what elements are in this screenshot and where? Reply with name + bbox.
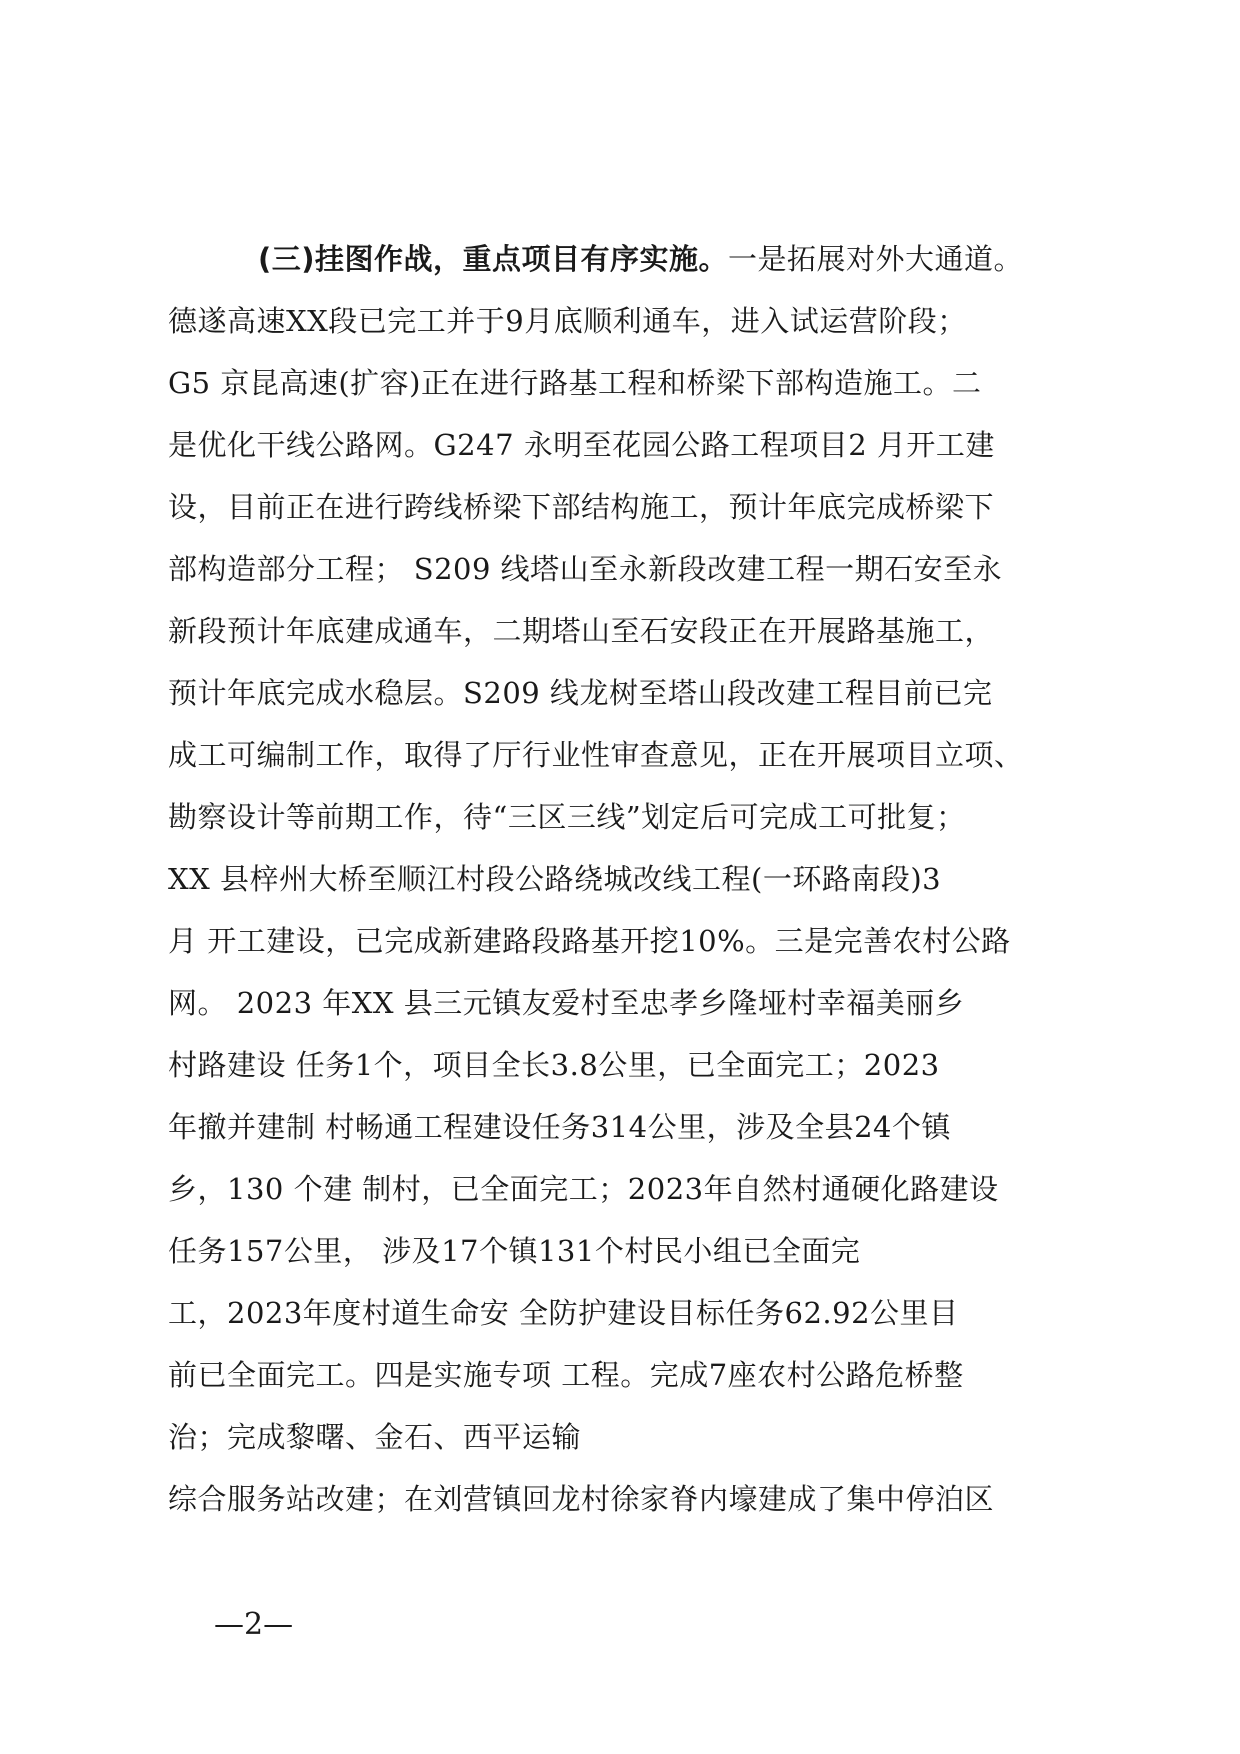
text-line: 年撤并建制 村畅通工程建设任务314公里，涉及全县24个镇 bbox=[168, 1110, 951, 1144]
text-line: 是优化干线公路网。G247 永明至花园公路工程项目2 月开工建 bbox=[168, 428, 995, 462]
text-line: G5 京昆高速(扩容)正在进行路基工程和桥梁下部构造施工。二 bbox=[168, 366, 982, 400]
section-heading: (三)挂图作战，重点项目有序实施。 bbox=[258, 242, 729, 276]
text-line: 网。 2023 年XX 县三元镇友爱村至忠孝乡隆垭村幸福美丽乡 bbox=[168, 986, 965, 1020]
text-line: 综合服务站改建；在刘营镇回龙村徐家脊内壕建成了集中停泊区 bbox=[168, 1482, 995, 1516]
paragraph-first-line bbox=[168, 228, 1088, 290]
text-line: 任务157公里， 涉及17个镇131个村民小组已全面完 bbox=[168, 1234, 861, 1268]
text-line: 一是拓展对外大通道。 bbox=[728, 242, 1024, 276]
document-body bbox=[168, 228, 1088, 1530]
text-line: 成工可编制工作，取得了厅行业性审查意见，正在开展项目立项、 bbox=[168, 738, 1024, 772]
page-number: —2— bbox=[214, 1607, 294, 1642]
text-line: 乡，130 个建 制村，已全面完工；2023年自然村通硬化路建设 bbox=[168, 1172, 999, 1206]
text-line: 月 开工建设，已完成新建路段路基开挖10%。三是完善农村公路 bbox=[168, 924, 1011, 958]
text-line: 前已全面完工。四是实施专项 工程。完成7座农村公路危桥整 bbox=[168, 1358, 964, 1392]
text-line: 预计年底完成水稳层。S209 线龙树至塔山段改建工程目前已完 bbox=[168, 676, 993, 710]
text-line: XX 县梓州大桥至顺江村段公路绕城改线工程(一环路南段)3 bbox=[168, 862, 942, 896]
text-line: 村路建设 任务1个，项目全长3.8公里，已全面完工；2023 bbox=[168, 1048, 940, 1082]
text-line: 部构造部分工程； S209 线塔山至永新段改建工程一期石安至永 bbox=[168, 552, 1003, 586]
text-line: 工，2023年度村道生命安 全防护建设目标任务62.92公里目 bbox=[168, 1296, 959, 1330]
text-line: 德遂高速XX段已完工并于9月底顺利通车，进入试运营阶段； bbox=[168, 304, 967, 338]
text-line: 勘察设计等前期工作，待“三区三线”划定后可完成工可批复； bbox=[168, 800, 966, 834]
text-line: 治；完成黎曙、金石、西平运输 bbox=[168, 1420, 582, 1454]
text-line: 新段预计年底建成通车，二期塔山至石安段正在开展路基施工， bbox=[168, 614, 995, 648]
text-line: 设，目前正在进行跨线桥梁下部结构施工，预计年底完成桥梁下 bbox=[168, 490, 995, 524]
